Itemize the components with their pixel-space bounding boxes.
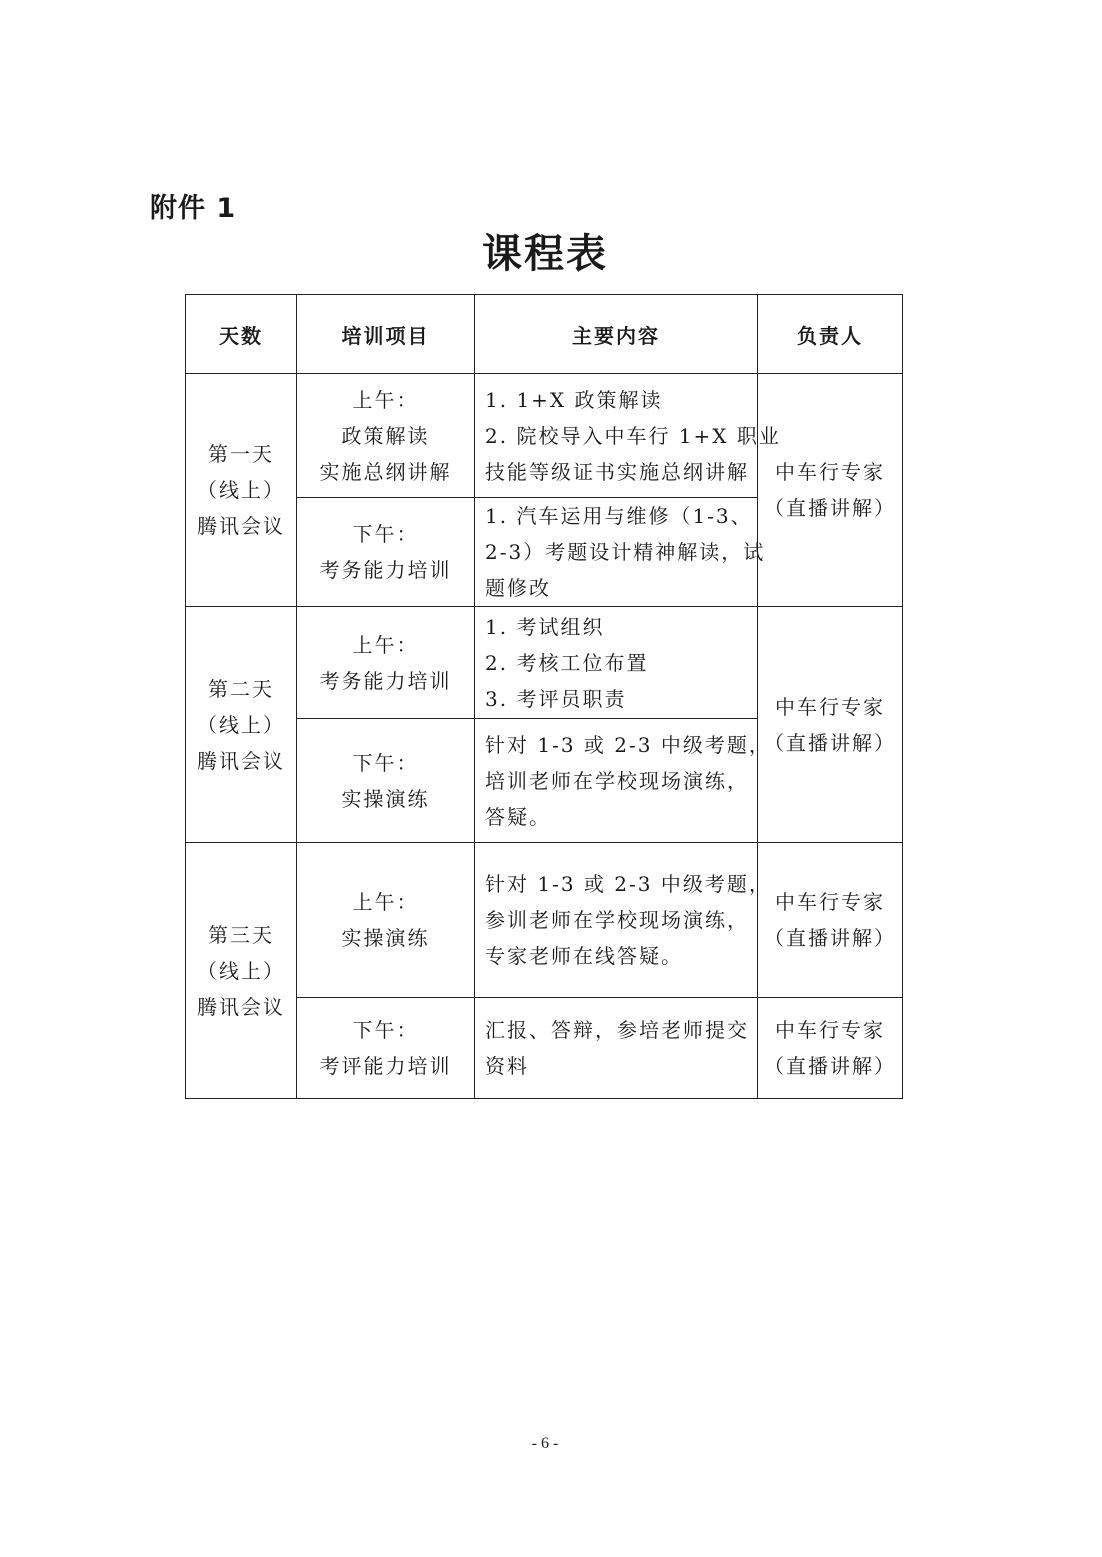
project-cell bbox=[297, 498, 475, 607]
table-row bbox=[186, 607, 903, 719]
content-cell bbox=[475, 998, 758, 1099]
content-cell bbox=[475, 719, 771, 843]
owner-name: 中车行专家 bbox=[775, 460, 885, 484]
day-mode: （线上） bbox=[197, 478, 285, 502]
owner-note: （直播讲解） bbox=[764, 1054, 896, 1078]
content-cell bbox=[475, 374, 781, 498]
page-title: 课程表 bbox=[482, 231, 608, 277]
day-cell bbox=[186, 374, 297, 607]
session-topic: 考务能力培训 bbox=[319, 668, 452, 693]
project-cell bbox=[297, 719, 475, 843]
owner-cell bbox=[758, 374, 903, 607]
project-cell bbox=[297, 843, 475, 998]
content-line: 针对 1-3 或 2-3 中级考题， bbox=[485, 732, 771, 757]
header-day: 天数 bbox=[186, 295, 297, 374]
header-project: 培训项目 bbox=[297, 295, 475, 374]
table-row bbox=[186, 374, 903, 498]
content-line: 技能等级证书实施总纲讲解 bbox=[485, 459, 749, 484]
header-content: 主要内容 bbox=[475, 295, 758, 374]
project-cell bbox=[297, 607, 475, 719]
session-topic: 政策解读 bbox=[341, 423, 430, 448]
schedule-table bbox=[185, 294, 903, 1099]
content-line: 2-3）考题设计精神解读，试 bbox=[485, 540, 766, 564]
content-line: 1. 考试组织 bbox=[485, 614, 605, 639]
day-name: 第二天 bbox=[208, 676, 274, 701]
content-line: 专家老师在线答疑。 bbox=[485, 944, 683, 968]
header-owner: 负责人 bbox=[758, 295, 903, 374]
session-time: 上午： bbox=[352, 890, 419, 914]
owner-name: 中车行专家 bbox=[775, 1018, 885, 1042]
project-cell bbox=[297, 998, 475, 1099]
day-platform: 腾讯会议 bbox=[197, 514, 285, 538]
session-topic: 实施总纲讲解 bbox=[319, 459, 452, 484]
table-header-row bbox=[186, 295, 903, 374]
owner-name: 中车行专家 bbox=[775, 890, 885, 914]
table-row bbox=[186, 843, 903, 998]
content-line: 1. 汽车运用与维修（1-3、 bbox=[485, 504, 753, 528]
content-line: 1. 1+X 政策解读 bbox=[485, 387, 663, 412]
content-line: 2. 院校导入中车行 1+X 职业 bbox=[485, 423, 781, 448]
content-line: 汇报、答辩，参培老师提交 bbox=[485, 1018, 749, 1042]
owner-note: （直播讲解） bbox=[764, 926, 896, 950]
day-name: 第三天 bbox=[208, 922, 274, 947]
content-line: 资料 bbox=[485, 1054, 529, 1078]
content-line: 题修改 bbox=[485, 576, 551, 600]
day-name: 第一天 bbox=[208, 442, 274, 466]
session-time: 上午： bbox=[352, 632, 419, 657]
owner-name: 中车行专家 bbox=[775, 694, 885, 719]
day-cell bbox=[186, 843, 297, 1099]
day-platform: 腾讯会议 bbox=[197, 748, 285, 773]
content-line: 答疑。 bbox=[485, 804, 551, 829]
day-cell bbox=[186, 607, 297, 843]
day-mode: （线上） bbox=[197, 958, 285, 983]
content-line: 3. 考评员职责 bbox=[485, 686, 627, 711]
session-time: 下午： bbox=[352, 522, 419, 546]
content-cell bbox=[475, 607, 758, 719]
content-cell bbox=[475, 498, 766, 607]
owner-cell bbox=[758, 607, 903, 843]
content-line: 2. 考核工位布置 bbox=[485, 650, 649, 675]
content-line: 针对 1-3 或 2-3 中级考题， bbox=[485, 872, 771, 896]
session-time: 上午： bbox=[352, 387, 419, 412]
project-cell bbox=[297, 374, 475, 498]
owner-note: （直播讲解） bbox=[764, 496, 896, 520]
owner-cell bbox=[758, 998, 903, 1099]
page-number: - 6 - bbox=[531, 1435, 559, 1452]
session-topic: 实操演练 bbox=[341, 786, 430, 811]
day-platform: 腾讯会议 bbox=[197, 994, 285, 1019]
session-time: 下午： bbox=[352, 750, 419, 775]
content-cell bbox=[475, 843, 771, 998]
session-time: 下午： bbox=[352, 1018, 419, 1042]
session-topic: 考评能力培训 bbox=[319, 1054, 452, 1078]
content-line: 参训老师在学校现场演练， bbox=[485, 908, 749, 932]
session-topic: 考务能力培训 bbox=[319, 558, 452, 582]
owner-cell bbox=[758, 843, 903, 998]
day-mode: （线上） bbox=[197, 712, 285, 737]
owner-note: （直播讲解） bbox=[764, 730, 896, 755]
attachment-label: 附件 1 bbox=[150, 193, 237, 224]
content-line: 培训老师在学校现场演练， bbox=[485, 768, 749, 793]
session-topic: 实操演练 bbox=[341, 926, 430, 950]
